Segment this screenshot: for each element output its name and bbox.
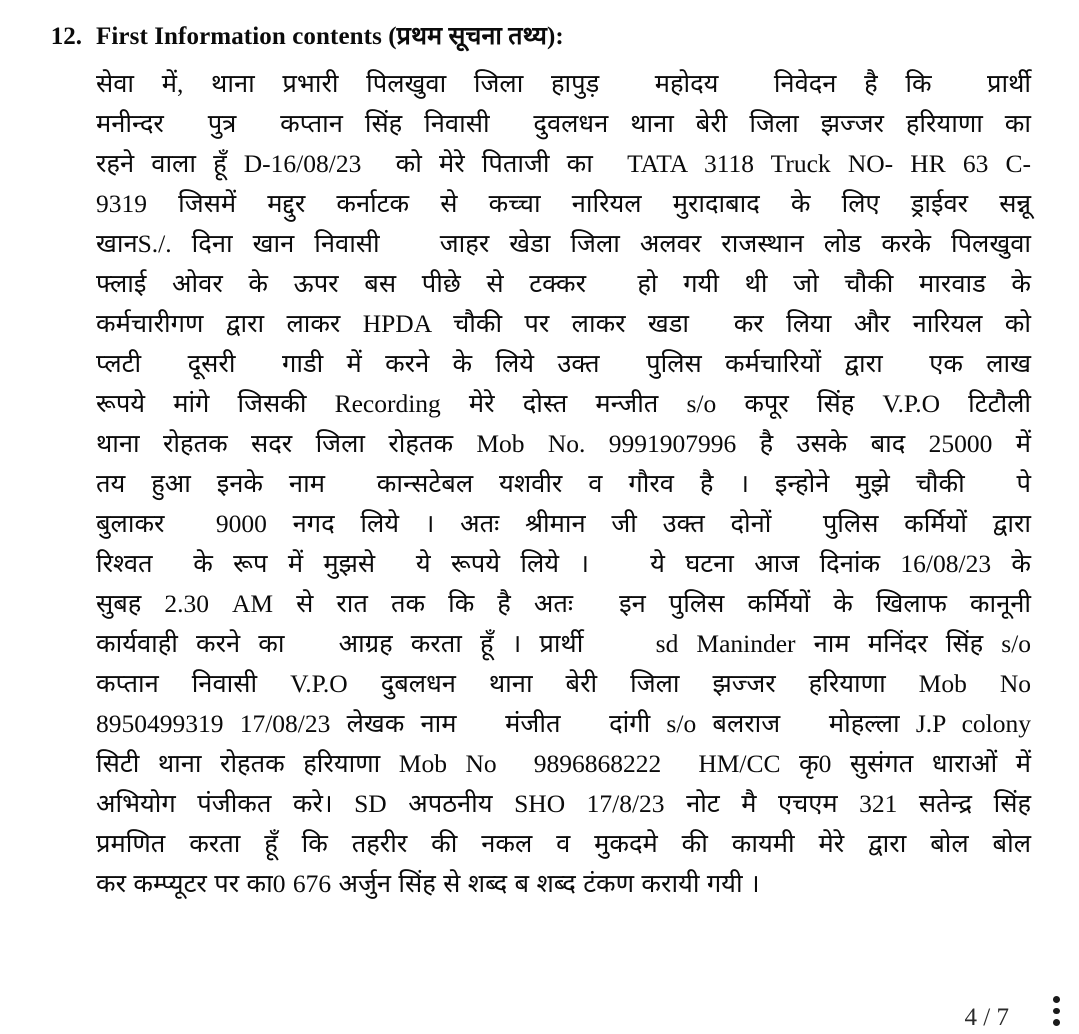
body-line: कर्मचारीगण द्वारा लाकर HPDA चौकी पर लाकर खडा कर लिया और नारियल को [96,309,1031,338]
body-line: बुलाकर 9000 नगद लिये । अतः श्रीमान जी उक्त दोनों पुलिस कर्मियों द्वारा [96,509,1031,538]
page-title: First Information contents (प्रथम सूचना तथ्य): [96,23,564,50]
body-line: खानS./. दिना खान निवासी जाहर खेडा जिला अलवर राजस्थान लोड करके पिलखुवा [96,229,1031,258]
body-line: कप्तान निवासी V.P.O दुबलधन थाना बेरी जिला झज्जर हरियाणा Mob No [96,669,1031,698]
page-indicator: 4 / 7 [964,1004,1009,1031]
body-line: प्लटी दूसरी गाडी में करने के लिये उक्त पुलिस कर्मचारियों द्वारा एक लाख [96,349,1031,378]
body-line: मनीन्दर पुत्र कप्तान सिंह निवासी दुवलधन थाना बेरी जिला झज्जर हरियाणा का [96,109,1031,138]
page-footer [0,988,1079,1034]
body-line: अभियोग पंजीकत करे। SD अपठनीय SHO 17/8/23 नोट मै एचएम 321 सतेन्द्र सिंह [96,789,1031,818]
section-heading [44,18,1049,52]
body-line: 8950499319 17/08/23 लेखक नाम मंजीत दांगी s/o बलराज मोहल्ला J.P colony [96,709,1031,738]
body-line: सुबह 2.30 AM से रात तक कि है अतः इन पुलिस कर्मियों के खिलाफ कानूनी [96,589,1031,618]
first-information-body [44,64,1049,904]
body-line: 9319 जिसमें मद्दुर कर्नाटक से कच्चा नारियल मुरादाबाद के लिए ड्राईवर सन्नू [96,189,1031,218]
body-line: रूपये मांगे जिसकी Recording मेरे दोस्त मन्जीत s/o कपूर सिंह V.P.O टिटौली [96,389,1031,418]
body-line: कर कम्प्यूटर पर का0 676 अर्जुन सिंह से शब्द ब शब्द टंकण करायी गयी । [96,869,760,898]
dot [1053,996,1060,1003]
item-number: 12. [50,23,82,50]
body-line: सेवा में, थाना प्रभारी पिलखुवा जिला हापुड़ महोदय निवेदन है कि प्रार्थी [96,69,1031,98]
body-line: रहने वाला हूँ D-16/08/23 को मेरे पिताजी का TATA 3118 Truck NO- HR 63 C- [96,149,1031,178]
body-line: कार्यवाही करने का आग्रह करता हूँ । प्रार्थी sd Maninder नाम मनिंदर सिंह s/o [96,629,1031,658]
body-line: तय हुआ इनके नाम कान्सटेबल यशवीर व गौरव है । इन्होने मुझे चौकी पे [96,469,1031,498]
body-line: रिश्वत के रूप में मुझसे ये रूपये लिये । ये घटना आज दिनांक 16/08/23 के [96,549,1031,578]
body-line: प्रमणित करता हूँ कि तहरीर की नकल व मुकदमे की कायमी मेरे द्वारा बोल बोल [96,829,1031,858]
body-line: सिटी थाना रोहतक हरियाणा Mob No 9896868222 HM/CC कृ0 सुसंगत धाराओं में [96,749,1031,778]
dot [1053,1019,1060,1026]
body-line: थाना रोहतक सदर जिला रोहतक Mob No. 9991907996 है उसके बाद 25000 में [96,429,1031,458]
more-vertical-icon[interactable] [1045,996,1067,1026]
dot [1053,1008,1060,1015]
body-line: फ्लाई ओवर के ऊपर बस पीछे से टक्कर हो गयी थी जो चौकी मारवाड के [96,269,1031,298]
